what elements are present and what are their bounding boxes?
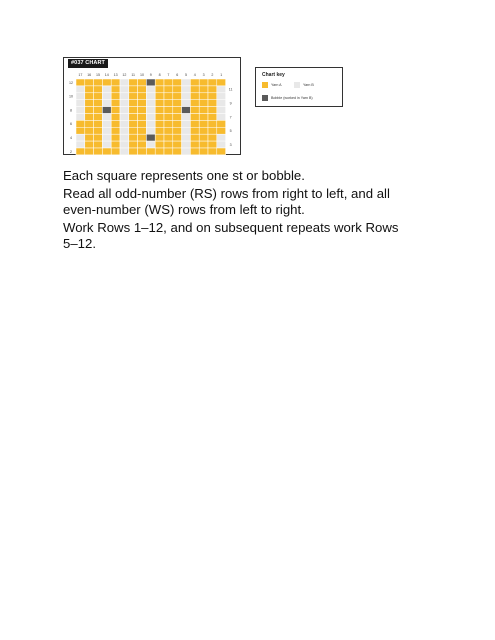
cell-yarn-a [164,114,173,121]
cell-yarn-b [146,120,155,127]
cell-yarn-a [164,93,173,100]
cell-yarn-a [94,93,103,100]
cell-yarn-a [208,93,217,100]
cell-yarn-a [85,141,94,148]
cell-yarn-a [199,127,208,134]
cell-yarn-a [138,100,147,107]
cell-yarn-a [111,141,120,148]
cell-yarn-a [173,86,182,93]
column-number-top: 9 [149,73,152,77]
cell-yarn-b [146,141,155,148]
cell-yarn-b [76,107,85,114]
yarn-b-swatch [294,82,300,88]
cell-yarn-a [208,107,217,114]
cell-yarn-a [155,134,164,141]
cell-yarn-a [85,86,94,93]
cell-yarn-a [111,120,120,127]
yarn-a-swatch [262,82,268,88]
cell-yarn-a [111,107,120,114]
cell-yarn-b [217,134,226,141]
cell-yarn-b [102,114,111,121]
cell-yarn-a [190,107,199,114]
cell-yarn-a [173,93,182,100]
cell-yarn-b [146,107,155,114]
key-item-bobble [262,95,313,101]
column-number-top: 14 [104,73,109,77]
cell-yarn-b [76,141,85,148]
cell-yarn-b [76,100,85,107]
cell-yarn-a [173,127,182,134]
column-number-top: 12 [122,73,127,77]
cell-yarn-a [129,148,138,155]
cell-yarn-a [155,127,164,134]
cell-yarn-a [190,79,199,86]
cell-yarn-a [190,93,199,100]
cell-yarn-a [208,141,217,148]
cell-yarn-b [120,100,129,107]
cell-yarn-b [182,114,191,121]
cell-yarn-a [190,86,199,93]
cell-yarn-a [129,86,138,93]
cell-yarn-a [129,141,138,148]
column-number-top: 13 [113,73,118,77]
cell-yarn-a [138,120,147,127]
cell-yarn-a [155,100,164,107]
cell-yarn-a [138,148,147,155]
cell-yarn-b [120,120,129,127]
cell-yarn-a [208,134,217,141]
cell-yarn-a [85,107,94,114]
cell-yarn-a [199,100,208,107]
cell-yarn-a [94,120,103,127]
cell-yarn-a [217,148,226,155]
cell-yarn-b [120,134,129,141]
cell-yarn-b [120,107,129,114]
knitting-chart [63,57,241,155]
cell-yarn-b [76,86,85,93]
cell-yarn-b [76,114,85,121]
cell-yarn-b [182,86,191,93]
cell-yarn-b [120,114,129,121]
cell-bobble [146,134,155,141]
cell-yarn-b [146,114,155,121]
cell-yarn-a [164,107,173,114]
key-bobble-label: Bobble (worked in Yarn B) [271,96,313,100]
cell-yarn-b [146,127,155,134]
cell-yarn-a [85,79,94,86]
row-number-left: 10 [69,94,73,99]
cell-yarn-a [199,107,208,114]
cell-yarn-a [138,107,147,114]
cell-yarn-a [111,127,120,134]
cell-yarn-a [129,79,138,86]
cell-yarn-a [129,114,138,121]
cell-yarn-a [94,100,103,107]
cell-yarn-a [190,114,199,121]
cell-yarn-a [208,86,217,93]
cell-yarn-a [155,86,164,93]
cell-yarn-a [164,79,173,86]
cell-yarn-a [155,141,164,148]
cell-yarn-a [94,79,103,86]
cell-yarn-a [138,127,147,134]
cell-yarn-b [182,120,191,127]
cell-yarn-a [94,114,103,121]
cell-yarn-a [173,120,182,127]
row-number-left: 4 [70,135,72,140]
cell-yarn-a [155,93,164,100]
cell-yarn-b [182,127,191,134]
cell-yarn-a [129,134,138,141]
cell-yarn-a [173,79,182,86]
cell-bobble [102,107,111,114]
bobble-swatch [262,95,268,101]
cell-bobble [146,79,155,86]
column-number-top: 17 [78,73,83,77]
cell-yarn-a [190,134,199,141]
cell-yarn-a [155,107,164,114]
cell-yarn-a [85,148,94,155]
chart-title: #037 CHART [68,59,108,68]
cell-yarn-a [208,120,217,127]
cell-yarn-a [155,114,164,121]
cell-yarn-a [111,86,120,93]
cell-yarn-b [217,114,226,121]
cell-yarn-a [199,86,208,93]
cell-yarn-a [155,120,164,127]
row-number-right: 5 [229,129,232,134]
cell-yarn-a [85,127,94,134]
cell-yarn-a [164,141,173,148]
cell-yarn-a [129,107,138,114]
cell-yarn-b [182,79,191,86]
cell-yarn-a [85,114,94,121]
row-number-left: 6 [70,122,72,127]
cell-yarn-a [173,134,182,141]
cell-yarn-b [217,93,226,100]
cell-yarn-a [190,100,199,107]
column-number-top: 5 [185,73,187,77]
cell-yarn-a [190,141,199,148]
cell-yarn-a [199,120,208,127]
cell-yarn-a [164,100,173,107]
cell-yarn-a [138,79,147,86]
cell-yarn-b [182,134,191,141]
cell-yarn-a [164,148,173,155]
row-number-right: 7 [229,115,232,120]
cell-yarn-b [102,141,111,148]
column-number-top: 3 [202,73,205,77]
cell-yarn-a [138,141,147,148]
cell-yarn-a [94,107,103,114]
row-number-left: 2 [70,149,72,154]
cell-yarn-b [217,107,226,114]
cell-yarn-b [120,141,129,148]
cell-yarn-b [120,79,129,86]
cell-yarn-a [164,127,173,134]
key-yarn-a-label: Yarn A [271,83,282,87]
key-yarn-b-label: Yarn B [303,83,314,87]
cell-yarn-a [129,93,138,100]
cell-yarn-a [94,86,103,93]
row-number-right: 11 [228,87,233,92]
cell-yarn-a [111,134,120,141]
cell-yarn-a [94,148,103,155]
cell-yarn-a [173,107,182,114]
cell-yarn-a [111,100,120,107]
cell-yarn-b [102,100,111,107]
cell-bobble [182,107,191,114]
cell-yarn-a [199,114,208,121]
column-number-top: 10 [140,73,144,77]
column-number-top: 15 [96,73,100,77]
cell-yarn-a [94,134,103,141]
cell-yarn-b [146,100,155,107]
cell-yarn-b [217,100,226,107]
row-number-right: 9 [229,101,232,106]
cell-yarn-a [190,127,199,134]
cell-yarn-a [111,148,120,155]
cell-yarn-a [102,148,111,155]
column-number-top: 7 [167,73,170,77]
cell-yarn-a [164,134,173,141]
row-number-right: 3 [229,142,232,147]
cell-yarn-a [76,79,85,86]
cell-yarn-a [76,120,85,127]
cell-yarn-a [94,127,103,134]
cell-yarn-b [120,148,129,155]
cell-yarn-a [208,127,217,134]
cell-yarn-a [217,120,226,127]
cell-yarn-b [217,86,226,93]
cell-yarn-a [217,79,226,86]
cell-yarn-a [199,148,208,155]
cell-yarn-b [146,93,155,100]
cell-yarn-a [85,134,94,141]
cell-yarn-b [102,93,111,100]
column-number-top: 11 [131,73,136,77]
cell-yarn-a [111,93,120,100]
instruction-paragraph-3: Work Rows 1–12, and on subsequent repeats work Rows 5–12. [63,220,399,251]
column-number-top: 2 [211,73,214,77]
cell-yarn-a [138,134,147,141]
cell-yarn-a [76,127,85,134]
cell-yarn-b [102,134,111,141]
cell-yarn-a [208,114,217,121]
cell-yarn-b [182,141,191,148]
cell-yarn-a [94,141,103,148]
column-number-top: 1 [220,73,223,77]
cell-yarn-a [111,79,120,86]
cell-yarn-b [120,93,129,100]
cell-yarn-b [102,86,111,93]
cell-yarn-a [138,93,147,100]
cell-yarn-a [111,114,120,121]
cell-yarn-a [129,120,138,127]
cell-yarn-a [199,134,208,141]
cell-yarn-a [85,120,94,127]
cell-yarn-a [173,114,182,121]
cell-yarn-b [182,148,191,155]
cell-yarn-a [190,148,199,155]
cell-yarn-a [85,100,94,107]
cell-yarn-a [173,100,182,107]
cell-yarn-a [164,86,173,93]
cell-yarn-a [173,141,182,148]
instruction-paragraph-1: Each square represents one st or bobble. [63,168,305,183]
cell-yarn-b [76,134,85,141]
cell-yarn-a [129,100,138,107]
cell-yarn-a [208,148,217,155]
instruction-paragraph-2: Read all odd-number (RS) rows from right to left, and all even-number (WS) rows from left to right. [63,186,390,217]
cell-yarn-a [208,79,217,86]
cell-yarn-a [199,79,208,86]
chart-key-title: Chart key [262,72,285,78]
column-number-top: 4 [193,73,196,77]
cell-yarn-b [217,141,226,148]
cell-yarn-b [76,93,85,100]
cell-yarn-a [138,86,147,93]
cell-yarn-b [102,127,111,134]
cell-yarn-a [146,148,155,155]
cell-yarn-a [199,141,208,148]
cell-yarn-a [155,148,164,155]
cell-yarn-a [76,148,85,155]
key-item-yarn-a [262,82,282,88]
key-item-yarn-b [294,82,314,88]
cell-yarn-a [199,93,208,100]
chart-key [255,67,343,107]
row-number-left: 12 [69,80,73,85]
cell-yarn-b [120,127,129,134]
cell-yarn-b [182,93,191,100]
cell-yarn-a [217,127,226,134]
cell-yarn-a [102,79,111,86]
column-number-top: 8 [158,73,161,77]
column-number-top: 16 [87,73,92,77]
cell-yarn-b [120,86,129,93]
cell-yarn-a [155,79,164,86]
cell-yarn-a [138,114,147,121]
cell-yarn-a [190,120,199,127]
cell-yarn-a [208,100,217,107]
row-number-left: 8 [70,108,72,113]
column-number-top: 6 [176,73,179,77]
cell-yarn-a [164,120,173,127]
cell-yarn-a [85,93,94,100]
cell-yarn-b [182,100,191,107]
cell-yarn-b [146,86,155,93]
cell-yarn-a [129,127,138,134]
cell-yarn-a [173,148,182,155]
cell-yarn-b [102,120,111,127]
